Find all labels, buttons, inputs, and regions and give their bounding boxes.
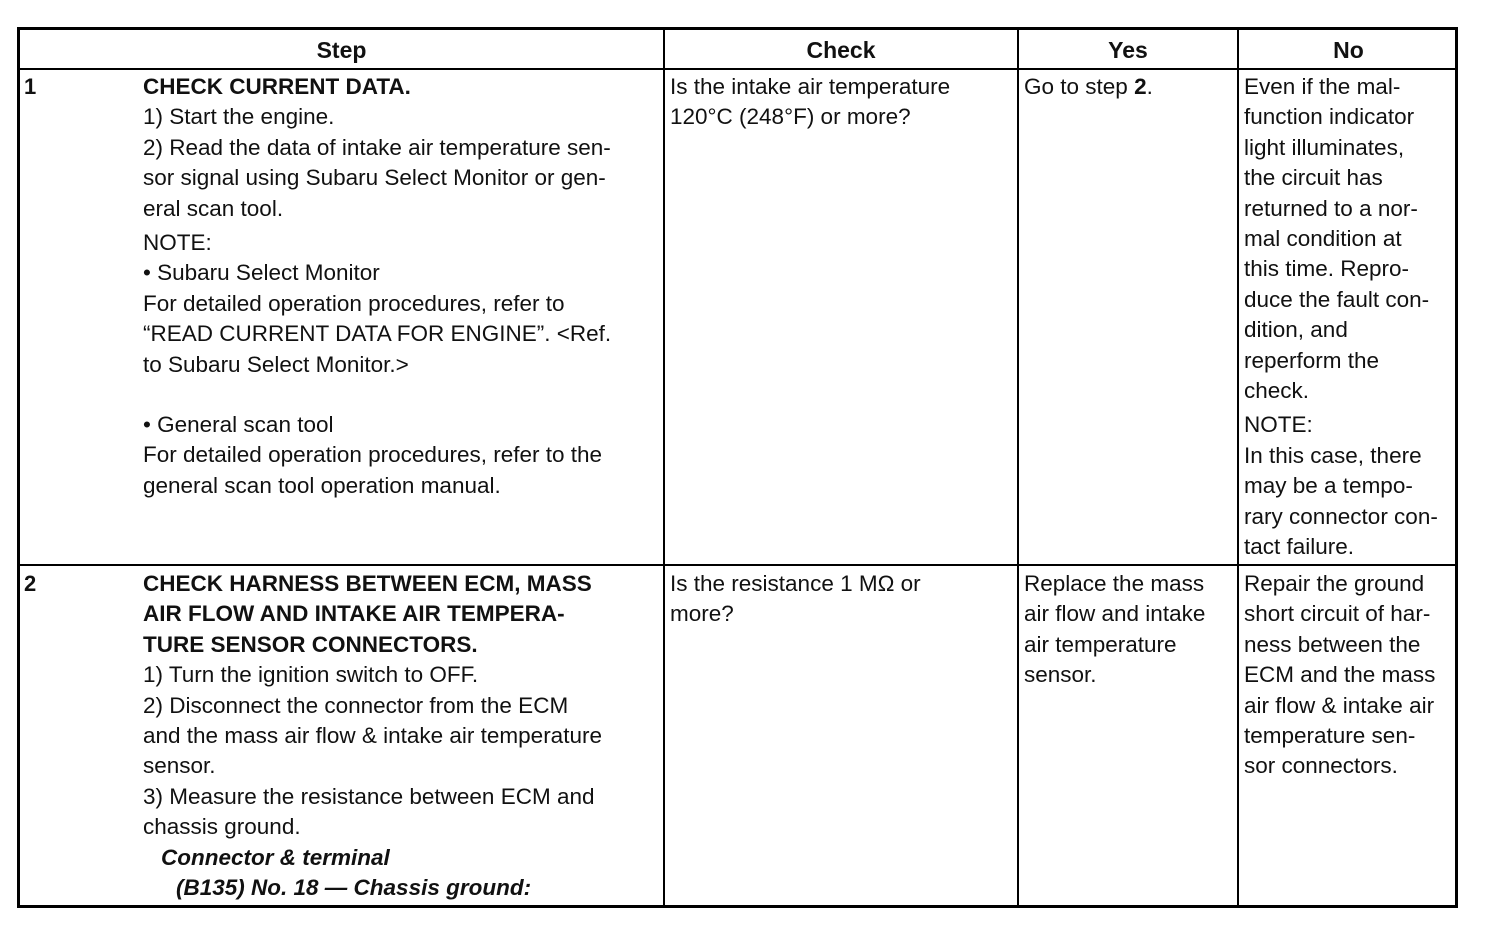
column-divider <box>663 30 665 905</box>
yes-step-ref: 2 <box>1134 74 1147 99</box>
step-item: 2) Disconnect the connector from the ECM <box>143 692 569 718</box>
no-text: ECM and the mass <box>1244 662 1436 688</box>
step-title: CHECK CURRENT DATA. <box>143 74 411 99</box>
note-text: For detailed operation procedures, refer to <box>143 290 565 316</box>
note-label: NOTE: <box>143 230 212 256</box>
note-text: For detailed operation procedures, refer to the <box>143 442 603 468</box>
no-text: the circuit has <box>1244 165 1383 191</box>
check-2 <box>670 569 1012 630</box>
step-item: eral scan tool. <box>143 195 284 221</box>
no-2 <box>1244 569 1454 782</box>
yes-text: Replace the mass <box>1024 571 1205 596</box>
no-text: returned to a nor- <box>1244 195 1418 221</box>
check-1 <box>670 72 1012 133</box>
header-yes: Yes <box>1108 37 1148 63</box>
note-label: NOTE: <box>1244 412 1313 438</box>
check-text: Is the resistance 1 MΩ or <box>670 571 921 596</box>
no-text: sor connectors. <box>1244 753 1398 779</box>
header-no: No <box>1333 37 1364 63</box>
no-text: Even if the mal- <box>1244 74 1401 99</box>
no-text: Repair the ground <box>1244 571 1425 596</box>
no-text: light illuminates, <box>1244 134 1405 160</box>
check-text: more? <box>670 601 734 627</box>
no-text: duce the fault con- <box>1244 286 1430 312</box>
step-item: 3) Measure the resistance between ECM and <box>143 783 595 809</box>
step-title: AIR FLOW AND INTAKE AIR TEMPERA- <box>143 601 565 627</box>
no-text: this time. Repro- <box>1244 256 1410 282</box>
note-text: “READ CURRENT DATA FOR ENGINE”. <Ref. <box>143 321 612 347</box>
step-item: sensor. <box>143 753 216 779</box>
check-text: 120°C (248°F) or more? <box>670 104 911 130</box>
diagnostic-table <box>17 27 1458 908</box>
no-text: mal condition at <box>1244 226 1402 252</box>
bullet-item: • Subaru Select Monitor <box>143 260 380 286</box>
yes-text: Go to step <box>1024 74 1135 99</box>
step-item: 1) Turn the ignition switch to OFF. <box>143 662 479 688</box>
note-text: rary connector con- <box>1244 503 1438 529</box>
no-text: ness between the <box>1244 631 1421 657</box>
step-number: 2 <box>24 571 37 596</box>
column-divider <box>1017 30 1019 905</box>
header-check: Check <box>806 37 876 63</box>
step-item: chassis ground. <box>143 814 301 840</box>
step-item: and the mass air flow & intake air temperature <box>143 723 602 749</box>
yes-text: . <box>1146 74 1153 99</box>
yes-2 <box>1024 569 1234 691</box>
yes-text: air flow and intake <box>1024 601 1206 627</box>
check-text: Is the intake air temperature <box>670 74 951 99</box>
column-divider <box>1237 30 1239 905</box>
step-1-content <box>143 72 658 501</box>
note-text: In this case, there <box>1244 442 1422 468</box>
note-text: tact failure. <box>1244 534 1355 560</box>
step-number: 1 <box>24 74 37 99</box>
no-text: check. <box>1244 378 1310 404</box>
yes-text: sensor. <box>1024 662 1097 688</box>
step-item: 1) Start the engine. <box>143 104 335 130</box>
step-item: sor signal using Subaru Select Monitor or gen- <box>143 165 606 191</box>
step-item: 2) Read the data of intake air temperature sen- <box>143 134 611 160</box>
note-text: general scan tool operation manual. <box>143 472 501 498</box>
no-text: temperature sen- <box>1244 723 1416 749</box>
step-title: TURE SENSOR CONNECTORS. <box>143 631 478 657</box>
no-text: short circuit of har- <box>1244 601 1431 627</box>
yes-1 <box>1024 72 1234 102</box>
no-1 <box>1244 72 1454 563</box>
bullet-item: • General scan tool <box>143 412 334 438</box>
no-text: air flow & intake air <box>1244 692 1435 718</box>
step-2-content <box>143 569 658 903</box>
spec-label: Connector & terminal <box>161 844 390 870</box>
no-text: reperform the <box>1244 347 1380 373</box>
no-text: function indicator <box>1244 104 1415 130</box>
header-step: Step <box>316 37 367 63</box>
yes-text: air temperature <box>1024 631 1177 657</box>
spec-value: (B135) No. 18 — Chassis ground: <box>176 875 532 901</box>
row-divider <box>20 564 1455 566</box>
note-text: to Subaru Select Monitor.> <box>143 351 409 377</box>
step-title: CHECK HARNESS BETWEEN ECM, MASS <box>143 571 592 596</box>
note-text: may be a tempo- <box>1244 473 1413 499</box>
no-text: dition, and <box>1244 317 1348 343</box>
